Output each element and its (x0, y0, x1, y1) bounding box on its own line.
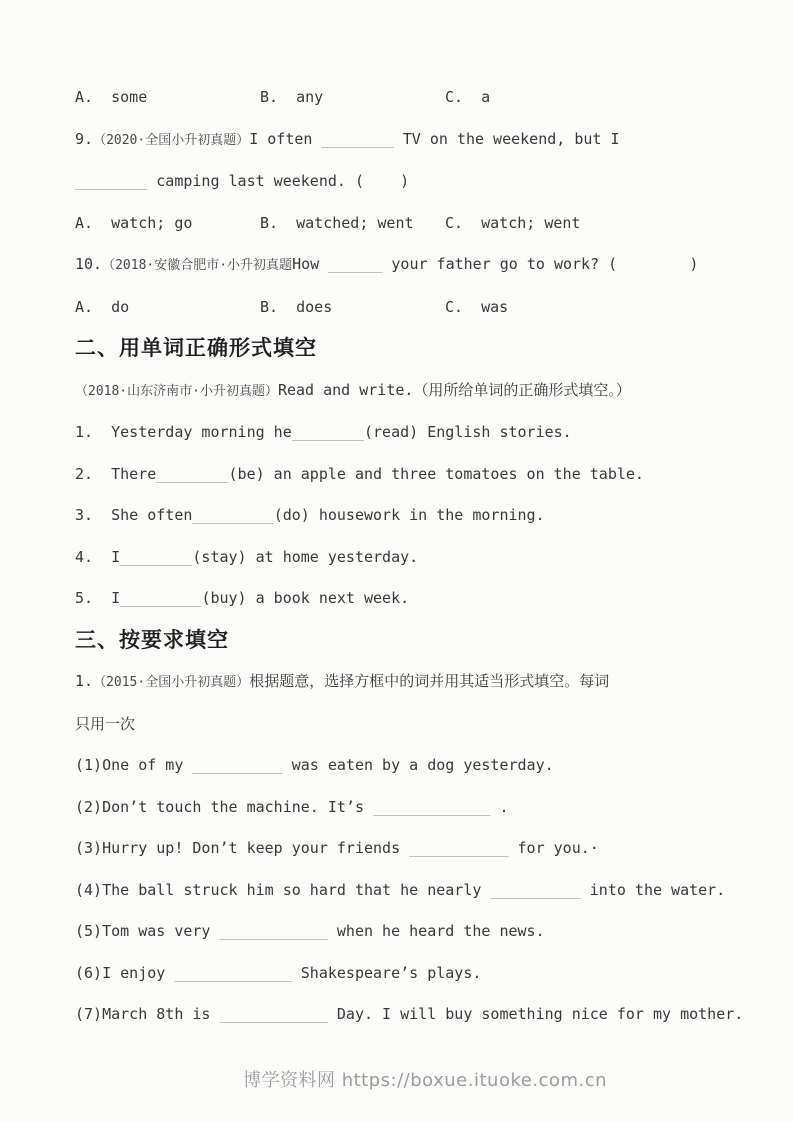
section-heading (75, 328, 775, 370)
text-line (75, 911, 775, 953)
text-run: 只用一次 (75, 714, 136, 733)
text-run: (stay) at home yesterday. (192, 547, 419, 566)
option-item: B. watched; went (260, 213, 414, 232)
blank-underline: _________ (192, 506, 274, 524)
blank-underline: _____________ (373, 797, 491, 816)
text-run: Day. I will buy something nice for my mother. (327, 1005, 744, 1023)
text-run: TV on the weekend, but I (393, 129, 620, 148)
text-run: camping last weekend. ( ) (147, 172, 410, 190)
footer-url: https://boxue.ituoke.com.cn (341, 1069, 608, 1091)
text-run: into the water. (580, 880, 726, 899)
page-footer (75, 1066, 775, 1092)
text-line (75, 161, 775, 203)
text-run: (7)March 8th is (75, 1005, 220, 1023)
text-run: (6)I enjoy (75, 963, 175, 982)
question-number: 1. (75, 672, 94, 690)
blank-underline: ________ (291, 423, 364, 441)
text-line (75, 994, 775, 1036)
text-run: 4. I (75, 547, 121, 566)
text-run: (read) English stories. (364, 423, 572, 441)
text-run: Read and write.（用所给单词的正确形式填空。） (277, 380, 631, 399)
text-line (75, 745, 775, 787)
text-line (75, 578, 775, 620)
option-item: C. a (445, 88, 491, 106)
text-run: 3. She often (75, 506, 193, 524)
option-item: A. watch; go (75, 213, 193, 232)
text-line (75, 704, 775, 746)
text-line (75, 454, 775, 496)
text-run: (be) an apple and three tomatoes on the table. (228, 464, 644, 483)
text-run: (buy) a book next week. (201, 589, 410, 607)
document-lines (75, 77, 775, 1036)
option-item: C. watch; went (445, 213, 581, 232)
options-row (75, 287, 775, 329)
question-number: 9. (75, 129, 94, 148)
blank-underline: ________ (75, 172, 148, 190)
options-row (75, 203, 775, 245)
text-run: 根据题意，选择方框中的词并用其适当形式填空。每词 (249, 672, 610, 690)
option-item: A. some (75, 88, 148, 106)
source-citation: （2020·全国小升初真题） (93, 132, 250, 148)
text-line (75, 953, 775, 995)
blank-underline: ________ (156, 464, 229, 483)
text-run: was eaten by a dog yesterday. (282, 756, 554, 774)
text-line (75, 370, 775, 413)
source-citation: （2018·安徽合肥市·小升初真题 (102, 258, 293, 273)
text-run: when he heard the news. (327, 922, 545, 940)
text-line (75, 787, 775, 829)
blank-underline: ________ (120, 547, 193, 566)
blank-underline: ___________ (409, 839, 509, 857)
blank-underline: __________ (192, 756, 283, 774)
text-run: (5)Tom was very (75, 922, 220, 940)
text-line (75, 870, 775, 912)
options-row (75, 77, 775, 119)
blank-underline: _________ (120, 589, 202, 607)
section-heading (75, 620, 775, 662)
text-run: Shakespeare’s plays. (291, 963, 482, 982)
text-run: How (292, 255, 329, 273)
text-run: for you.· (508, 839, 599, 857)
blank-underline: ______ (328, 255, 383, 273)
text-line (75, 495, 775, 537)
text-run: (2)Don’t touch the machine. It’s (75, 797, 374, 816)
text-run: 5. I (75, 589, 121, 607)
option-item: A. do (75, 297, 130, 316)
text-run: (1)One of my (75, 756, 193, 774)
source-citation: （2015·全国小升初真题） (93, 675, 250, 690)
text-run: (4)The ball struck him so hard that he nearly (75, 880, 491, 899)
blank-underline: _____________ (174, 963, 292, 982)
text-run: your father go to work? ( ) (382, 255, 699, 273)
footer-site-name: 博学资料网 (242, 1069, 336, 1091)
text-run: I often (249, 129, 322, 148)
text-line (75, 828, 775, 870)
text-run: 二、用单词正确形式填空 (75, 336, 317, 360)
source-citation: （2018·山东济南市·小升初真题） (75, 383, 278, 399)
text-run: 三、按要求填空 (75, 627, 229, 652)
blank-underline: ________ (321, 129, 394, 148)
text-run: 1. Yesterday morning he (75, 423, 292, 441)
text-run: (3)Hurry up! Don’t keep your friends (75, 839, 410, 857)
option-item: B. does (260, 297, 333, 316)
text-run: . (490, 797, 509, 816)
text-line (75, 661, 775, 704)
option-item: C. was (445, 297, 509, 316)
question-number: 10. (75, 255, 103, 273)
option-item: B. any (260, 88, 324, 106)
blank-underline: ____________ (219, 1005, 328, 1023)
text-line (75, 244, 775, 287)
text-run: (do) housework in the morning. (273, 506, 545, 524)
blank-underline: __________ (490, 880, 581, 899)
blank-underline: ____________ (219, 922, 328, 940)
text-line (75, 412, 775, 454)
text-line (75, 537, 775, 579)
text-line (75, 119, 775, 162)
text-run: 2. There (75, 464, 157, 483)
